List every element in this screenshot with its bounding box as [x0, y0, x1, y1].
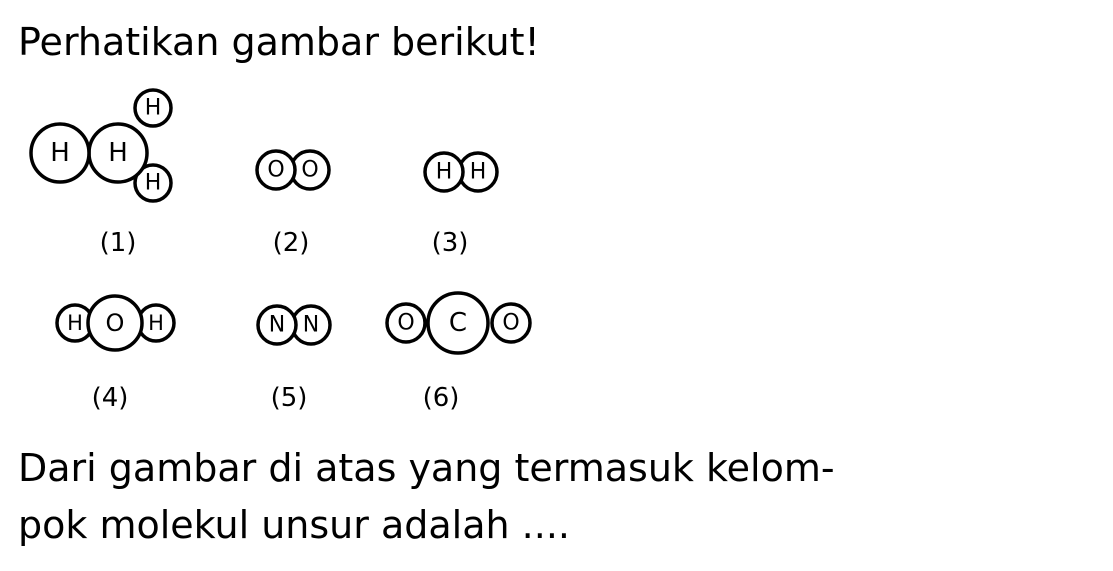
atom-1-1 — [31, 124, 89, 182]
atom-5-1 — [258, 306, 296, 344]
molecule-label-5 — [271, 383, 308, 413]
svg-text:H: H — [148, 311, 164, 335]
molecule-label-6 — [423, 383, 460, 413]
svg-text:(3): (3) — [431, 228, 469, 258]
atom-6-1 — [387, 304, 425, 342]
molecule-5 — [258, 306, 330, 344]
svg-text:H: H — [469, 159, 487, 185]
atom-4-2 — [88, 296, 142, 350]
svg-text:O: O — [301, 157, 319, 183]
molecule-label-1 — [100, 228, 137, 258]
svg-text:O: O — [267, 157, 285, 183]
svg-text:H: H — [50, 138, 70, 168]
atom-6-2 — [428, 293, 488, 353]
question-prompt-line1: Dari gambar di atas yang termasuk kelom- — [18, 446, 835, 490]
molecule-3 — [425, 153, 497, 191]
svg-text:(2): (2) — [272, 228, 310, 258]
svg-text:C: C — [448, 308, 468, 338]
svg-text:N: N — [268, 312, 286, 338]
svg-text:O: O — [397, 310, 415, 336]
atom-1-3 — [135, 90, 171, 126]
svg-text:H: H — [108, 138, 128, 168]
svg-text:H: H — [435, 159, 453, 185]
svg-text:H: H — [144, 95, 162, 121]
molecule-2 — [257, 151, 329, 189]
svg-text:(1): (1) — [99, 228, 137, 258]
svg-text:O: O — [502, 310, 520, 336]
svg-text:H: H — [67, 311, 83, 335]
svg-text:O: O — [105, 309, 125, 337]
question-intro: Perhatikan gambar berikut! — [18, 20, 540, 64]
atom-3-1 — [425, 153, 463, 191]
svg-text:(6): (6) — [422, 383, 460, 413]
molecule-label-2 — [273, 228, 310, 258]
atom-1-2 — [89, 124, 147, 182]
svg-text:(4): (4) — [91, 383, 129, 413]
atom-6-3 — [492, 304, 530, 342]
svg-text:N: N — [302, 312, 320, 338]
molecule-label-4 — [92, 383, 129, 413]
question-prompt-line2: pok molekul unsur adalah .... — [18, 503, 570, 547]
molecule-4 — [57, 296, 174, 350]
svg-text:H: H — [144, 170, 162, 196]
molecule-1 — [31, 90, 171, 201]
atom-2-1 — [257, 151, 295, 189]
molecule-6 — [387, 293, 530, 353]
molecule-label-3 — [432, 228, 469, 258]
svg-text:(5): (5) — [270, 383, 308, 413]
